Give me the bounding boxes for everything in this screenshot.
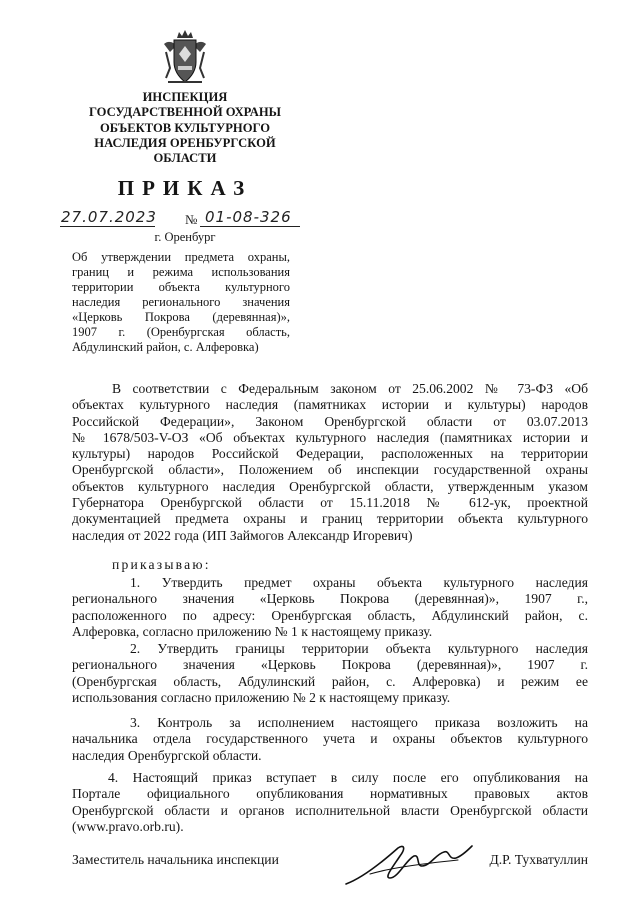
- number-underline: [200, 226, 300, 227]
- point-line: наследия Оренбургской области.: [72, 747, 262, 763]
- coat-of-arms-emblem: [160, 28, 210, 88]
- preamble-line: Губернатора Оренбургской области от 15.11.2018 № 612-ук, проектной: [72, 495, 588, 511]
- preamble-line: документацией предмета охраны и границ территории объекта культурного: [72, 511, 588, 527]
- org-line: НАСЛЕДИЯ ОРЕНБУРГСКОЙ: [94, 135, 276, 150]
- point-line: регионального значения «Церковь Покрова (деревянная)», 1907 г.: [72, 657, 588, 673]
- preamble-line: наследия от 2022 года (ИП Займогов Александр Игоревич): [72, 527, 413, 543]
- preamble-paragraph: [72, 381, 588, 544]
- subject-line: 1907 г. (Оренбургская область,: [72, 325, 290, 339]
- preamble-line: В соответствии с Федеральным законом от 25.06.2002 № 73-ФЗ «Об: [112, 381, 588, 396]
- point-line: 1. Утвердить предмет охраны объекта культурного наследия: [130, 575, 588, 590]
- handwritten-number: 01-08-326: [205, 208, 292, 226]
- document-type-title: ПРИКАЗ: [117, 176, 253, 200]
- signatory-name: Д.Р. Тухватуллин: [489, 852, 588, 867]
- handwritten-signature: [340, 838, 475, 893]
- order-point-3: [72, 715, 588, 764]
- handwritten-date: 27.07.2023: [61, 208, 157, 226]
- preamble-line: культуры) народов Российской Федерации, расположенных на территории: [72, 446, 588, 462]
- subject-line: наследия регионального значения: [72, 295, 290, 309]
- org-line: ОБЪЕКТОВ КУЛЬТУРНОГО: [99, 120, 271, 135]
- order-point-1: [72, 575, 588, 640]
- order-point-4: [72, 770, 588, 835]
- preamble-line: № 1678/503-V-ОЗ «Об объектах культурного наследия (памятниках истории и: [72, 429, 588, 445]
- point-line: 3. Контроль за исполнением настоящего приказа возложить на: [130, 715, 588, 730]
- organization-name: [60, 90, 310, 166]
- org-line: ГОСУДАРСТВЕННОЙ ОХРАНЫ: [88, 105, 282, 120]
- subject-line: Об утверждении предмета охраны,: [72, 250, 290, 264]
- city-line: г. Оренбург: [154, 230, 216, 244]
- subject-line: территории объекта культурного: [72, 280, 290, 294]
- point-line: (www.pravo.orb.ru).: [72, 818, 184, 834]
- preamble-line: Российской Федерации», Законом Оренбургской области от 03.07.2013: [72, 413, 588, 429]
- point-line: использования согласно приложению № 2 к настоящему приказу.: [72, 689, 451, 705]
- subject-line: «Церковь Покрова (деревянная)»,: [72, 310, 290, 324]
- preamble-line: объектов культурного наследия Оренбургской области, утвержденным указом: [72, 478, 588, 494]
- org-line: ОБЛАСТИ: [153, 151, 217, 166]
- point-line: 2. Утвердить границы территории объекта культурного наследия: [130, 641, 588, 656]
- order-word: приказываю:: [112, 557, 211, 572]
- preamble-line: объектах культурного наследия (памятниках истории и культуры) народов: [72, 397, 588, 413]
- point-line: Портале официального опубликования нормативных правовых актов: [72, 786, 588, 802]
- signatory-title: Заместитель начальника инспекции: [72, 852, 279, 867]
- order-subject: [72, 250, 290, 355]
- subject-line: границ и режима использования: [72, 265, 290, 279]
- date-underline: [60, 226, 155, 227]
- subject-line: Абдулинский район, с. Алферовка): [72, 340, 259, 354]
- org-line: ИНСПЕКЦИЯ: [142, 90, 228, 104]
- point-line: Алферовка, согласно приложению № 1 к настоящему приказу.: [72, 623, 433, 639]
- point-line: 4. Настоящий приказ вступает в силу после его опубликования на: [108, 770, 588, 785]
- preamble-line: Оренбургской области», Положением об инспекции государственной охраны: [72, 462, 588, 478]
- point-line: регионального значения «Церковь Покрова (деревянная)», 1907 г.,: [72, 591, 588, 607]
- point-line: расположенного по адресу: Оренбургская область, Абдулинский район, с.: [72, 607, 588, 623]
- order-point-2: [72, 641, 588, 706]
- point-line: начальника отдела государственного учета и охраны объектов культурного: [72, 731, 588, 747]
- point-line: (Оренбургская область, Абдулинский район, с. Алферовка) и режим ее: [72, 673, 588, 689]
- point-line: Оренбургской области и органов исполнительной власти Оренбургской области: [72, 802, 588, 818]
- number-prefix: №: [185, 212, 198, 227]
